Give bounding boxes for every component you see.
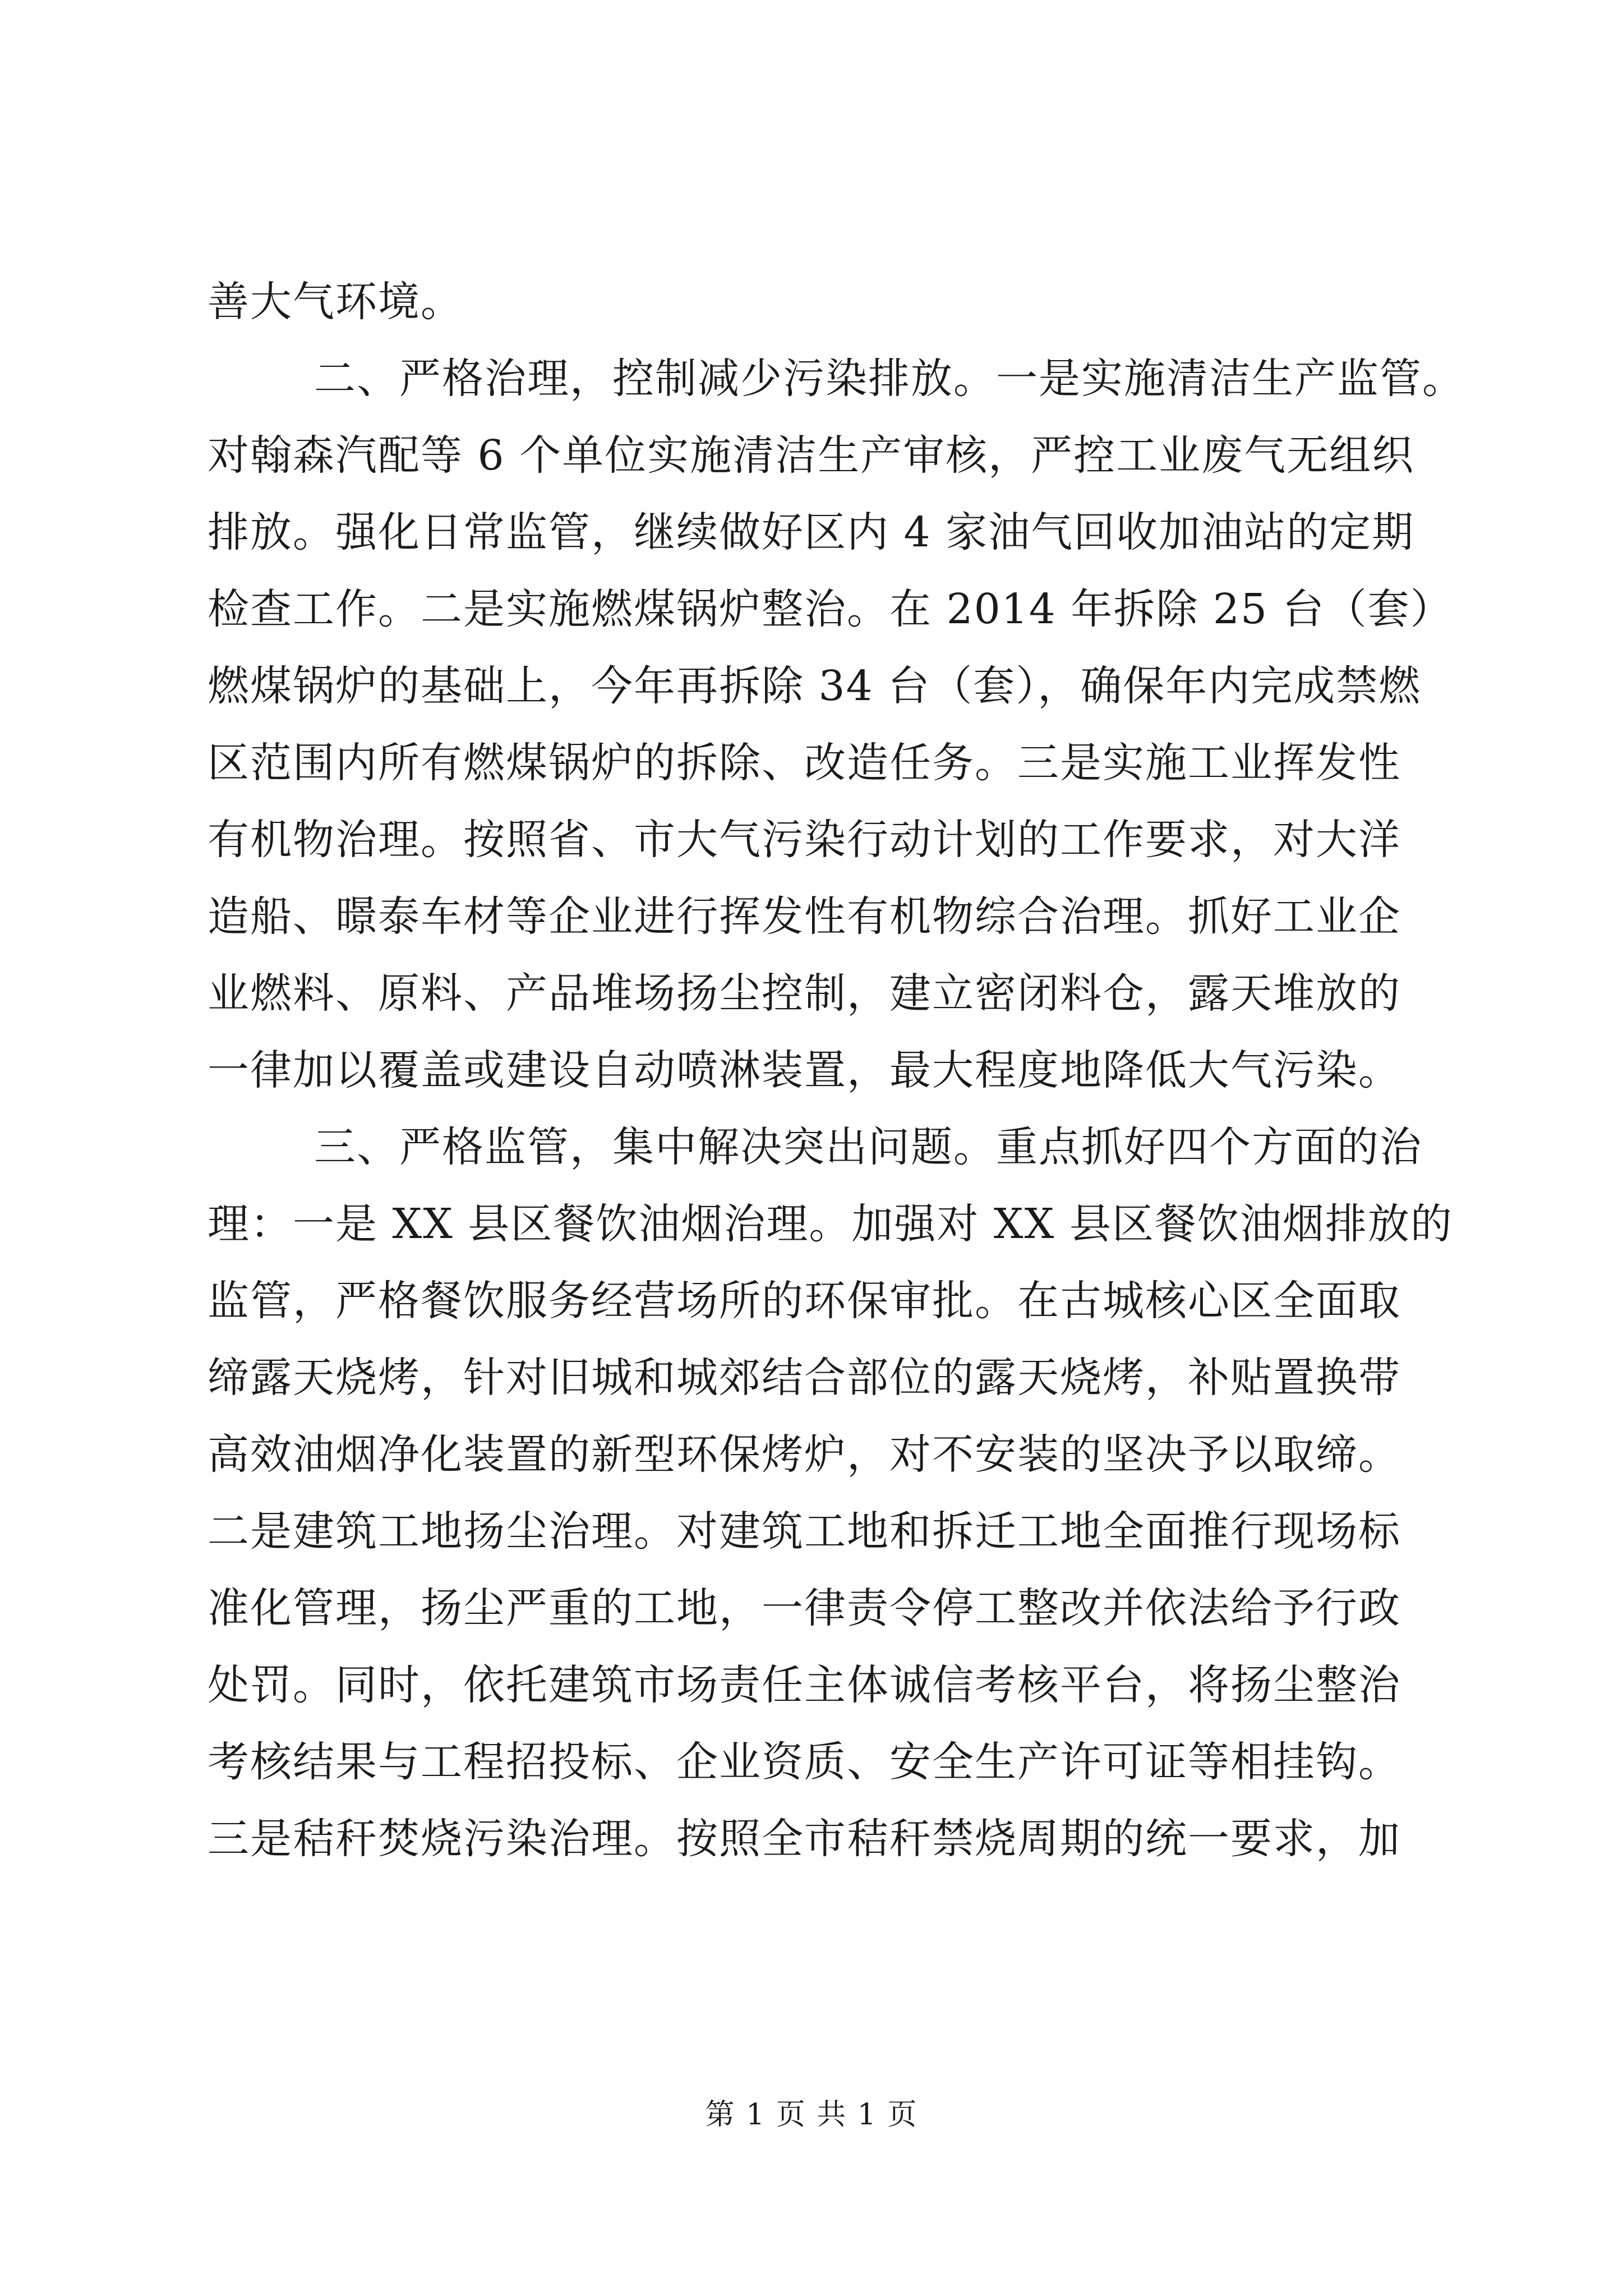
text-line: 二是建筑工地扬尘治理。对建筑工地和拆迁工地全面推行现场标	[208, 1507, 1401, 1556]
body-text	[208, 264, 1465, 1878]
text-line: 对翰森汽配等 6 个单位实施清洁生产审核，严控工业废气无组织	[208, 431, 1415, 480]
text-line: 高效油烟净化装置的新型环保烤炉，对不安装的坚决予以取缔。	[208, 1430, 1401, 1479]
text-line: 一律加以覆盖或建设自动喷淋装置，最大程度地降低大气污染。	[208, 1046, 1401, 1094]
text-line: 准化管理，扬尘严重的工地，一律责令停工整改并依法给予行政	[208, 1584, 1401, 1632]
text-line: 造船、暻泰车材等企业进行挥发性有机物综合治理。抓好工业企	[208, 892, 1401, 941]
text-line: 理：一是 XX 县区餐饮油烟治理。加强对 XX 县区餐饮油烟排放的	[208, 1200, 1453, 1248]
text-line: 检查工作。二是实施燃煤锅炉整治。在 2014 年拆除 25 台（套）	[208, 585, 1453, 633]
text-line: 二、严格治理，控制减少污染排放。一是实施清洁生产监管。	[314, 355, 1465, 403]
text-line: 业燃料、原料、产品堆场扬尘控制，建立密闭料仓，露天堆放的	[208, 969, 1401, 1018]
text-line: 处罚。同时，依托建筑市场责任主体诚信考核平台，将扬尘整治	[208, 1661, 1401, 1709]
text-line: 考核结果与工程招投标、企业资质、安全生产许可证等相挂钩。	[208, 1738, 1401, 1786]
text-line: 监管，严格餐饮服务经营场所的环保审批。在古城核心区全面取	[208, 1277, 1401, 1325]
text-line: 三、严格监管，集中解决突出问题。重点抓好四个方面的治	[314, 1123, 1422, 1171]
text-line: 三是秸秆焚烧污染治理。按照全市秸秆禁烧周期的统一要求，加	[208, 1815, 1401, 1863]
page-number-label: 第 1 页 共 1 页	[705, 2098, 918, 2132]
text-line: 排放。强化日常监管，继续做好区内 4 家油气回收加油站的定期	[208, 508, 1415, 556]
text-line: 区范围内所有燃煤锅炉的拆除、改造任务。三是实施工业挥发性	[208, 739, 1401, 787]
text-line: 缔露天烧烤，针对旧城和城郊结合部位的露天烧烤，补贴置换带	[208, 1354, 1401, 1402]
text-line: 燃煤锅炉的基础上，今年再拆除 34 台（套），确保年内完成禁燃	[208, 662, 1422, 710]
text-line: 善大气环境。	[208, 278, 463, 326]
page-footer	[0, 2095, 1623, 2134]
text-line: 有机物治理。按照省、市大气污染行动计划的工作要求，对大洋	[208, 816, 1401, 864]
